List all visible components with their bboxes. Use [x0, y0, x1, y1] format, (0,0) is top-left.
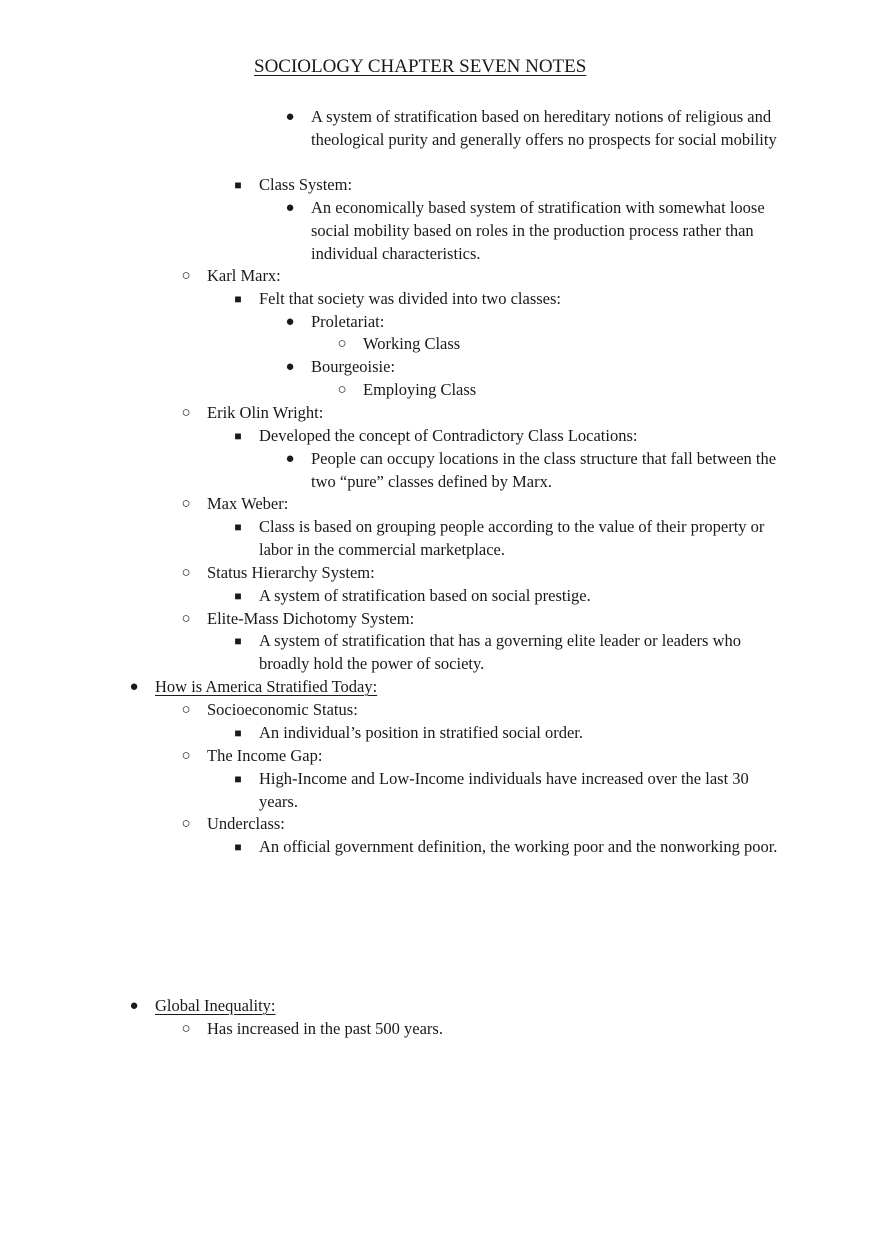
list-item-text: Developed the concept of Contradictory Class Locations: — [259, 426, 638, 445]
list-item — [0, 836, 880, 859]
bullet-square-marker: ■ — [234, 726, 242, 740]
bullet-disc-marker: ● — [285, 451, 295, 467]
bullet-square-marker: ■ — [234, 634, 242, 648]
bullet-square-marker: ■ — [234, 520, 242, 534]
list-item — [0, 585, 880, 608]
list-item-text: Working Class — [363, 334, 461, 353]
list-item-text: Status Hierarchy System: — [207, 563, 375, 582]
list-item — [0, 311, 880, 334]
bullet-square-marker: ■ — [234, 772, 242, 786]
list-item — [0, 608, 880, 631]
section-heading — [0, 995, 880, 1018]
bullet-circle-marker: ○ — [181, 405, 191, 421]
list-item-text: People can occupy locations in the class structure that fall between the two “pure” classes defined by Marx. — [311, 449, 777, 491]
list-item-text: An economically based system of stratification with somewhat loose social mobility based on roles in the production process rather than individual characteristics. — [311, 198, 765, 263]
list-item-text: Bourgeoisie: — [311, 357, 396, 376]
list-item — [0, 562, 880, 585]
bullet-square-marker: ■ — [234, 292, 242, 306]
list-item — [0, 197, 880, 263]
list-item — [0, 402, 880, 425]
list-item-text: Max Weber: — [207, 494, 289, 513]
list-item-text: Proletariat: — [311, 312, 385, 331]
list-item — [0, 813, 880, 836]
list-item-text: Elite-Mass Dichotomy System: — [207, 609, 415, 628]
bullet-square-marker: ■ — [234, 840, 242, 854]
list-item — [0, 448, 880, 491]
list-item-text: An individual’s position in stratified social order. — [259, 723, 583, 742]
list-item-text: Socioeconomic Status: — [207, 700, 358, 719]
section-heading-text: How is America Stratified Today: — [155, 677, 378, 696]
list-item-text: Employing Class — [363, 380, 477, 399]
list-item-text: Erik Olin Wright: — [207, 403, 324, 422]
bullet-circle-marker: ○ — [181, 565, 191, 581]
bullet-disc-marker: ● — [285, 109, 295, 125]
list-item — [0, 493, 880, 516]
bullet-circle-marker: ○ — [181, 702, 191, 718]
bullet-circle-marker: ○ — [181, 611, 191, 627]
section-heading — [0, 676, 880, 699]
list-item — [0, 379, 880, 402]
list-item — [0, 288, 880, 311]
bullet-disc-marker: ● — [285, 200, 295, 216]
list-item — [0, 265, 880, 288]
list-item — [0, 1018, 880, 1041]
list-item-text: An official government definition, the working poor and the nonworking poor. — [259, 837, 778, 856]
list-item — [0, 425, 880, 448]
bullet-disc-marker: ● — [129, 998, 139, 1014]
list-item — [0, 699, 880, 722]
bullet-circle-marker: ○ — [181, 496, 191, 512]
list-item — [0, 174, 880, 197]
list-item — [0, 333, 880, 356]
list-item-text: A system of stratification that has a governing elite leader or leaders who broadly hold the power of society. — [259, 631, 742, 673]
bullet-circle-marker: ○ — [181, 268, 191, 284]
list-item-text: Class System: — [259, 175, 353, 194]
list-item-text: A system of stratification based on hereditary notions of religious and theological purity and generally offers no prospects for social mobility — [311, 107, 777, 149]
list-item — [0, 745, 880, 768]
list-item — [0, 630, 880, 673]
bullet-disc-marker: ● — [285, 359, 295, 375]
list-item-text: The Income Gap: — [207, 746, 323, 765]
list-item — [0, 722, 880, 745]
list-item — [0, 516, 880, 559]
bullet-square-marker: ■ — [234, 589, 242, 603]
list-item-text: Class is based on grouping people according to the value of their property or labor in the commercial marketplace. — [259, 517, 765, 559]
list-item-text: Felt that society was divided into two classes: — [259, 289, 561, 308]
bullet-square-marker: ■ — [234, 178, 242, 192]
bullet-disc-marker: ● — [129, 679, 139, 695]
bullet-circle-marker: ○ — [181, 1021, 191, 1037]
bullet-circle-marker: ○ — [337, 382, 347, 398]
list-item — [0, 768, 880, 811]
list-item-text: A system of stratification based on social prestige. — [259, 586, 591, 605]
bullet-square-marker: ■ — [234, 429, 242, 443]
bullet-circle-marker: ○ — [181, 816, 191, 832]
list-item — [0, 106, 880, 149]
list-item — [0, 356, 880, 379]
list-item-text: Has increased in the past 500 years. — [207, 1019, 443, 1038]
bullet-disc-marker: ● — [285, 314, 295, 330]
page-title: SOCIOLOGY CHAPTER SEVEN NOTES — [254, 56, 587, 77]
list-item-text: High-Income and Low-Income individuals have increased over the last 30 years. — [259, 769, 749, 811]
section-heading-text: Global Inequality: — [155, 996, 276, 1015]
bullet-circle-marker: ○ — [181, 748, 191, 764]
bullet-circle-marker: ○ — [337, 336, 347, 352]
list-item-text: Underclass: — [207, 814, 285, 833]
list-item-text: Karl Marx: — [207, 266, 281, 285]
